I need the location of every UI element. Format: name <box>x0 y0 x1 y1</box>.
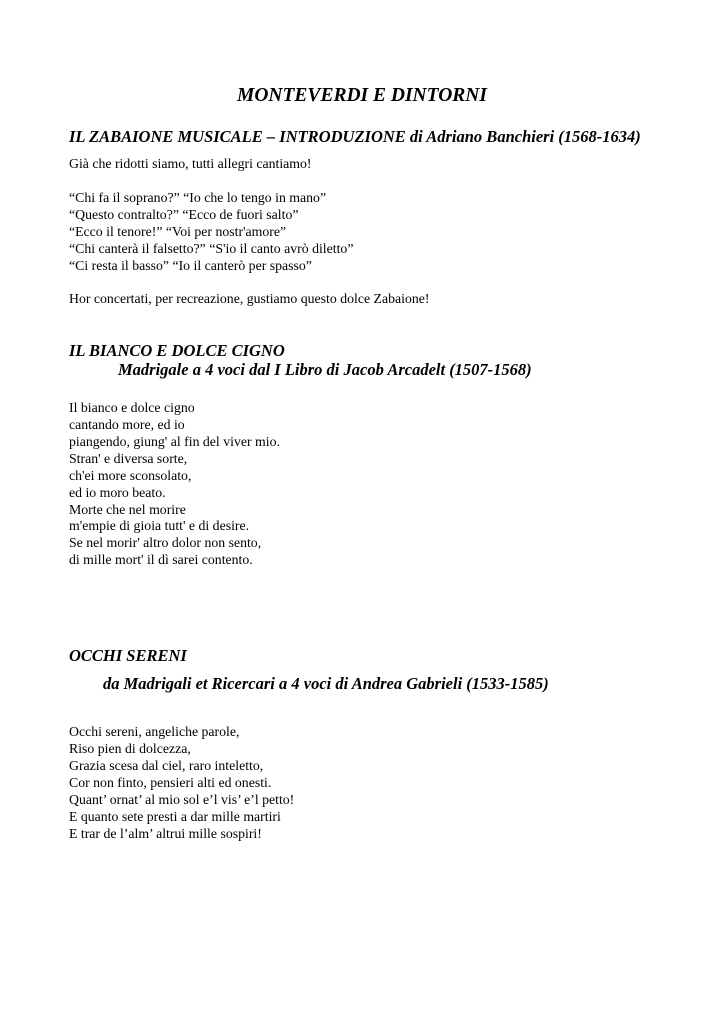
section-subheading-arcadelt: Madrigale a 4 voci dal I Libro di Jacob Arcadelt (1507-1568) <box>118 360 532 379</box>
text-line: ch'ei more sconsolato, <box>69 468 192 483</box>
text-line: Quant’ ornat’ al mio sol e’l vis’ e’l petto! <box>69 792 295 807</box>
text-line: Già che ridotti siamo, tutti allegri cantiamo! <box>69 156 312 171</box>
section-heading-bianco-cigno: IL BIANCO E DOLCE CIGNO <box>69 341 285 360</box>
text-line: Grazia scesa dal ciel, raro inteletto, <box>69 758 264 773</box>
text-line: E quanto sete presti a dar mille martiri <box>69 809 281 824</box>
text-line: “Chi fa il soprano?” “Io che lo tengo in mano” <box>69 190 327 205</box>
page-title: MONTEVERDI E DINTORNI <box>237 85 487 106</box>
section-heading-zabaione: IL ZABAIONE MUSICALE – INTRODUZIONE di Adriano Banchieri (1568-1634) <box>69 127 641 146</box>
text-line: Occhi sereni, angeliche parole, <box>69 724 240 739</box>
text-line: “Ecco il tenore!” “Voi per nostr'amore” <box>69 224 287 239</box>
text-line: piangendo, giung' al fin del viver mio. <box>69 434 280 449</box>
text-line: Stran' e diversa sorte, <box>69 451 188 466</box>
text-line: ed io moro beato. <box>69 485 166 500</box>
text-line: m'empie di gioia tutt' e di desire. <box>69 518 250 533</box>
text-line: Se nel morir' altro dolor non sento, <box>69 535 262 550</box>
text-line: Il bianco e dolce cigno <box>69 400 195 415</box>
text-line: di mille mort' il dì sarei contento. <box>69 552 253 567</box>
text-line: Cor non finto, pensieri alti ed onesti. <box>69 775 272 790</box>
section-subheading-gabrieli: da Madrigali et Ricercari a 4 voci di Andrea Gabrieli (1533-1585) <box>103 674 549 693</box>
text-line: E trar de l’alm’ altrui mille sospiri! <box>69 826 262 841</box>
text-line: Morte che nel morire <box>69 502 186 517</box>
text-line: “Chi canterà il falsetto?” “S'io il canto avrò diletto” <box>69 241 354 256</box>
text-line: Hor concertati, per recreazione, gustiamo questo dolce Zabaione! <box>69 291 430 306</box>
section-heading-occhi-sereni: OCCHI SERENI <box>69 646 187 665</box>
text-line: Riso pien di dolcezza, <box>69 741 191 756</box>
text-line: “Questo contralto?” “Ecco de fuori salto” <box>69 207 299 222</box>
text-line: “Ci resta il basso” “Io il canterò per spasso” <box>69 258 312 273</box>
text-line: cantando more, ed io <box>69 417 185 432</box>
